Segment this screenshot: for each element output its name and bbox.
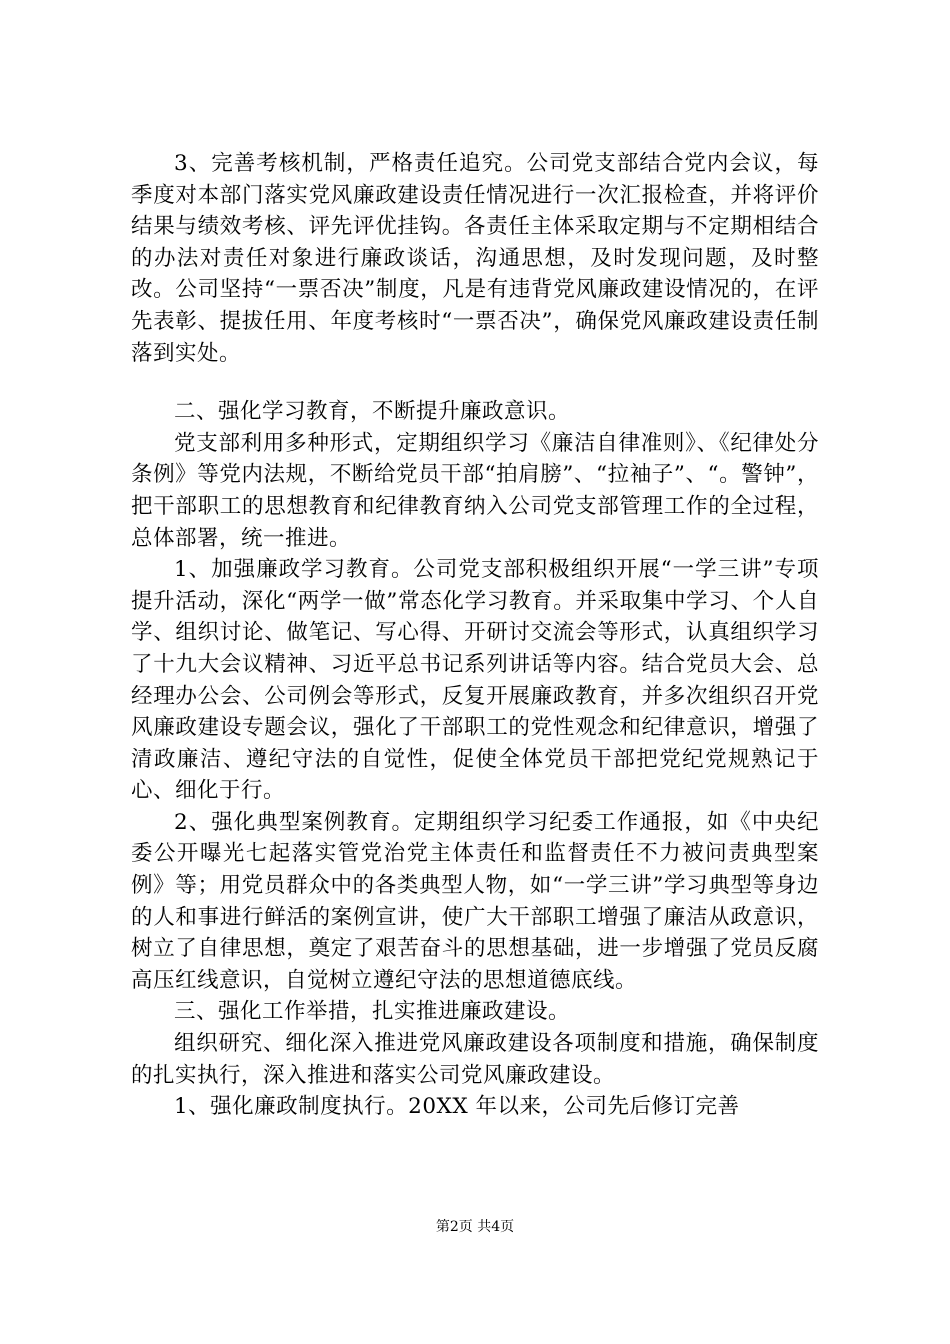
document-body	[131, 148, 819, 1123]
paragraph-case-education: 2、强化典型案例教育。定期组织学习纪委工作通报，如《中央纪委公开曝光七起落实管党治党主体责任和监督责任不力被问责典型案例》等；用党员群众中的各类典型人物，如“一学三讲”学习典型等身边的人和事进行鲜活的案例宣讲，使广大干部职工增强了廉洁从政意识，树立了自律思想，奠定了艰苦奋斗的思想基础，进一步增强了党员反腐高压红线意识，自觉树立遵纪守法的思想道德底线。	[131, 809, 819, 993]
paragraph-study-forms: 党支部利用多种形式，定期组织学习《廉洁自律准则》、《纪律处分条例》等党内法规，不断给党员干部“拍肩膀”、“拉袖子”、“。警钟”，把干部职工的思想教育和纪律教育纳入公司党支部管理工作的全过程，总体部署，统一推进。	[131, 430, 819, 551]
section-heading-3: 三、强化工作举措，扎实推进廉政建设。	[174, 999, 571, 1025]
paragraph-assessment-mechanism: 3、完善考核机制，严格责任追究。公司党支部结合党内会议，每季度对本部门落实党风廉政建设责任情况进行一次汇报检查，并将评价结果与绩效考核、评先评优挂钩。各责任主体采取定期与不定期相结合的办法对责任对象进行廉政谈话，沟通思想，及时发现问题，及时整改。公司坚持“一票否决”制度，凡是有违背党风廉政建设情况的，在评先表彰、提拔任用、年度考核时“一票否决”，确保党风廉政建设责任制落到实处。	[131, 151, 819, 366]
paragraph-integrity-education: 1、加强廉政学习教育。公司党支部积极组织开展“一学三讲”专项提升活动，深化“两学一做”常态化学习教育。并采取集中学习、个人自学、组织讨论、做笔记、写心得、开研讨交流会等形式，认真组织学习了十九大会议精神、习近平总书记系列讲话等内容。结合党员大会、总经理办公会、公司例会等形式，反复开展廉政教育，并多次组织召开党风廉政建设专题会议，强化了干部职工的党性观念和纪律意识，增强了清政廉洁、遵纪守法的自觉性，促使全体党员干部把党纪党规熟记于心、细化于行。	[131, 557, 819, 804]
page-number-footer: 第2页 共4页	[435, 1219, 515, 1235]
paragraph-system-execution: 1、强化廉政制度执行。20XX 年以来，公司先后修订完善	[174, 1094, 740, 1120]
paragraph-gap	[131, 369, 819, 396]
paragraph-research-measures: 组织研究、细化深入推进党风廉政建设各项制度和措施，确保制度的扎实执行，深入推进和落实公司党风廉政建设。	[131, 1031, 819, 1088]
section-heading-2: 二、强化学习教育，不断提升廉政意识。	[174, 399, 571, 425]
